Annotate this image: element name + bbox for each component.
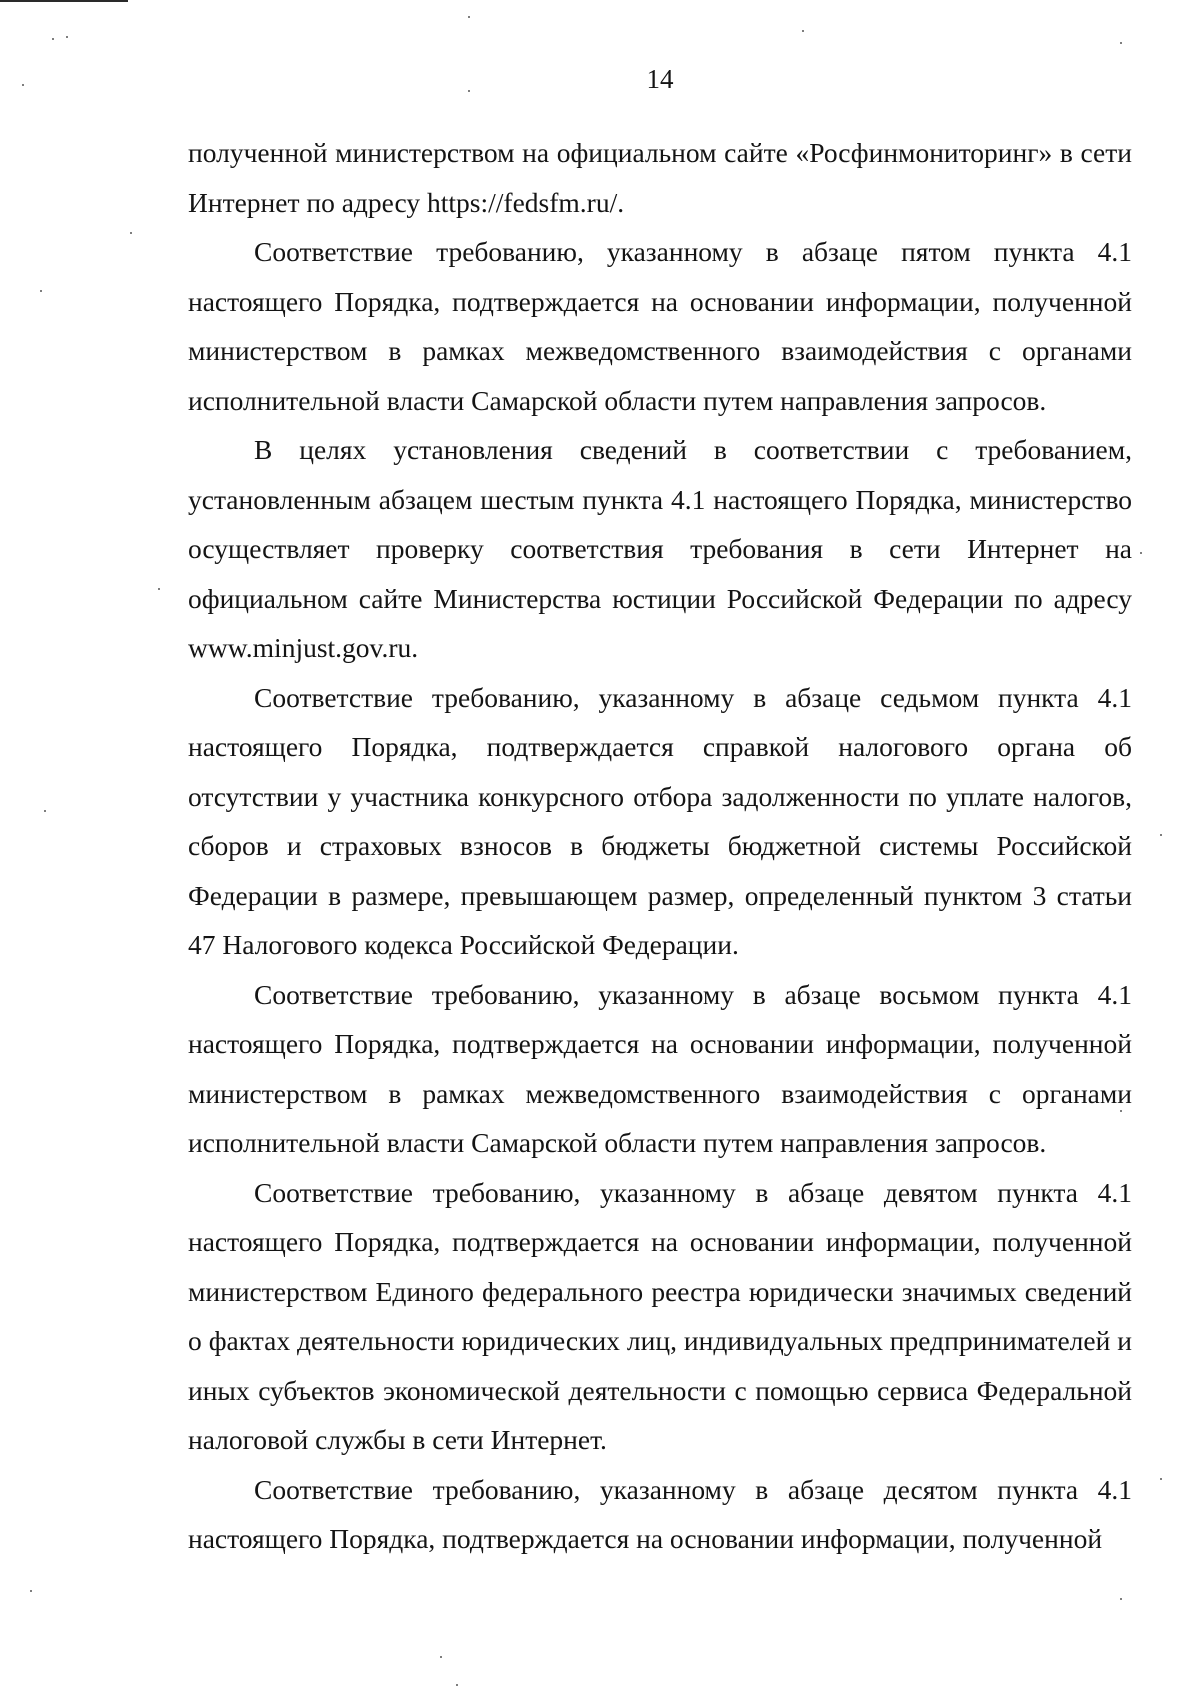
scan-speck <box>468 16 470 18</box>
scan-speck <box>802 30 804 32</box>
paragraph: Соответствие требованию, указанному в абзаце седьмом пункта 4.1 настоящего Порядка, подтверждается справкой налогового органа об отсутствии у участника конкурсного отбора задолженности по уплате налогов, сборов и страховых взносов в бюджеты бюджетной системы Российской Федерации в размере, превышающем размер, определенный пунктом 3 статьи 47 Налогового кодекса Российской Федерации. <box>188 681 1132 960</box>
scan-speck <box>130 232 132 234</box>
scan-speck <box>44 810 46 812</box>
paragraph: Соответствие требованию, указанному в абзаце пятом пункта 4.1 настоящего Порядка, подтверждается на основании информации, полученной министерством в рамках межведомственного взаимодействия с органами исполнительной власти Самарской области путем направления запросов. <box>188 236 1132 416</box>
paragraph: Соответствие требованию, указанному в абзаце восьмом пункта 4.1 настоящего Порядка, подтверждается на основании информации, полученной министерством в рамках межведомственного взаимодействия с органами исполнительной власти Самарской области путем направления запросов. <box>188 978 1132 1158</box>
page-number: 14 <box>646 64 674 94</box>
document-body <box>188 128 1132 1564</box>
scan-speck <box>40 290 42 292</box>
scan-speck <box>66 36 68 38</box>
scan-speck <box>1120 42 1122 44</box>
paragraph: Соответствие требованию, указанному в абзаце девятом пункта 4.1 настоящего Порядка, подтверждается на основании информации, полученной министерством Единого федерального реестра юридически значимых сведений о фактах деятельности юридических лиц, индивидуальных предпринимателей и иных субъектов экономической деятельности с помощью сервиса Федеральной налоговой службы в сети Интернет. <box>188 1176 1132 1455</box>
scan-speck <box>1140 552 1142 554</box>
paragraph: Соответствие требованию, указанному в абзаце десятом пункта 4.1 настоящего Порядка, подтверждается на основании информации, полученной <box>188 1473 1132 1554</box>
scan-edge-line <box>0 0 128 2</box>
paragraph: полученной министерством на официальном сайте «Росфинмониторинг» в сети Интернет по адресу https://fedsfm.ru/. <box>188 137 1132 218</box>
scan-speck <box>52 38 54 40</box>
scan-speck <box>440 1656 442 1658</box>
scan-speck <box>1160 834 1162 836</box>
paragraph: В целях установления сведений в соответствии с требованием, установленным абзацем шестым пункта 4.1 настоящего Порядка, министерство осуществляет проверку соответствия требования в сети Интернет на официальном сайте Министерства юстиции Российской Федерации по адресу www.minjust.gov.ru. <box>188 434 1132 663</box>
scan-speck <box>1160 1478 1162 1480</box>
scan-speck <box>30 1590 32 1592</box>
scan-speck <box>1120 1598 1122 1600</box>
scan-speck <box>456 1684 458 1686</box>
scan-speck <box>158 588 160 590</box>
